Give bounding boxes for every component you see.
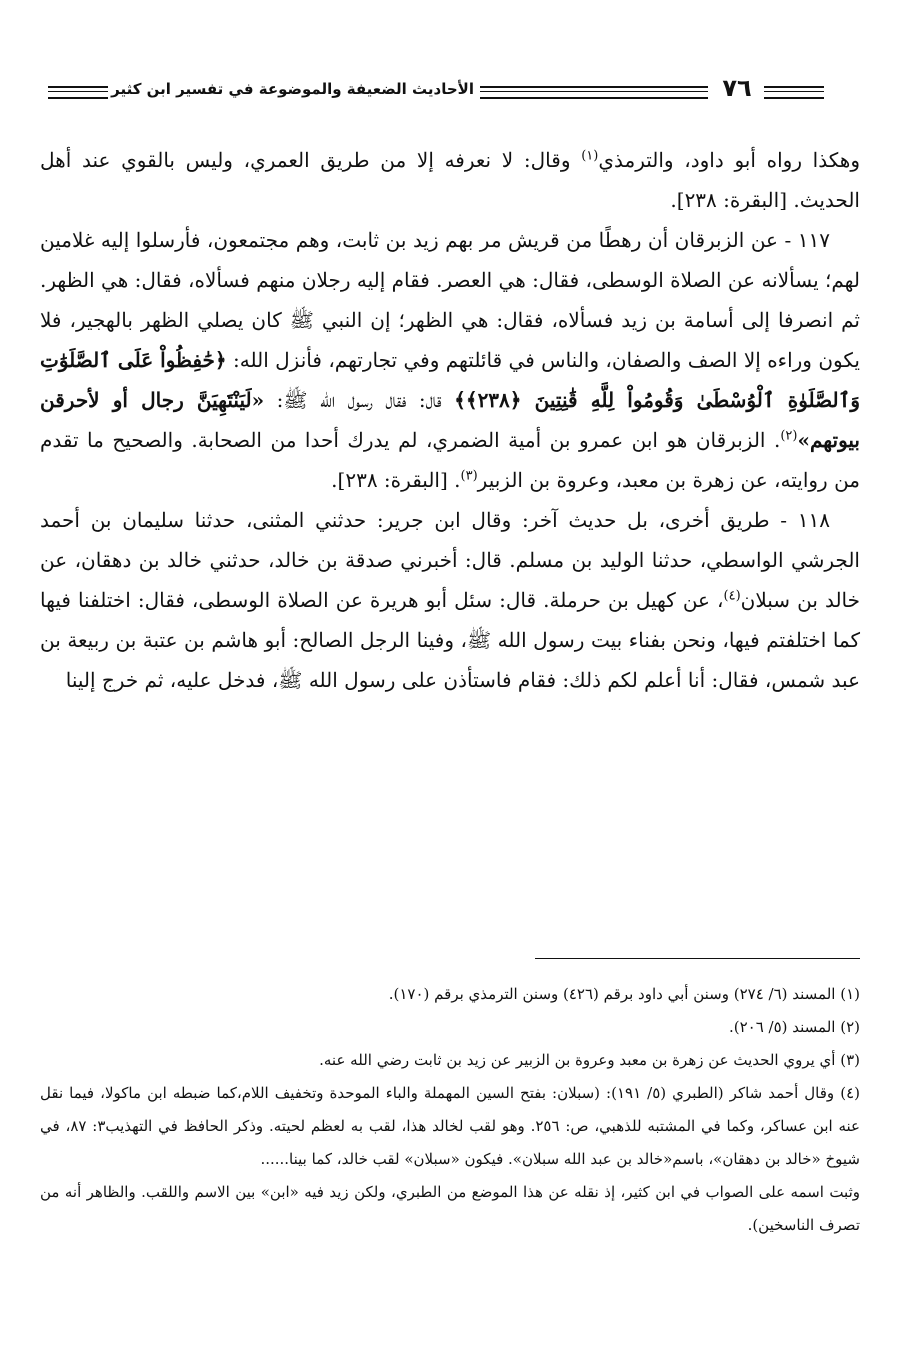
paragraph-text: وقال: لا نعرفه إلا من طريق العمري، وليس بالقوي عند أهل الحديث. [البقرة: ٢٣٨]. <box>40 148 860 212</box>
header-ornament-right <box>764 86 824 99</box>
page-number: ٧٦ <box>722 74 752 102</box>
footnote-4: (٤) وقال أحمد شاكر (الطبري (٥/ ١٩١): (سبلان: بفتح السين المهملة والباء الموحدة وتخفيف اللام،كما ضبطه ابن ماكولا، فيما نقل عنه ابن عساكر، وكما في المشتبه للذهبي، ص: ٢٥٦. وهو لقب لخالد هذا، لقب به لعظم لحيته. وذكر الحافظ في التهذيب٣: ٨٧، في شيوخ «خالد بن دهقان»، باسم«خالد بن عبد الله سبلان». فيكون «سبلان» لقب خالد، كما بينا...... <box>40 1084 860 1168</box>
footnote-2: (٢) المسند (٥/ ٢٠٦). <box>728 1018 860 1036</box>
header-ornament-left <box>48 86 108 99</box>
paragraph-118 <box>40 500 860 700</box>
footnotes <box>40 978 860 1242</box>
footnote-4-continued: وثبت اسمه على الصواب في ابن كثير، إذ نقله عن هذا الموضع من الطبري، ولكن زيد فيه «ابن» بين الاسم واللقب. والظاهر أنه من تصرف الناسخين). <box>40 1183 860 1234</box>
footnote-ref-1[interactable]: (١) <box>581 148 599 164</box>
page-header <box>40 72 862 108</box>
paragraph-text: ١١٨ - طريق أخرى، بل حديث آخر: وقال ابن جرير: حدثني المثنى، حدثنا سليمان بن أحمد الجرشي الواسطي، حدثنا الوليد بن مسلم. قال: أخبرني صدقة بن خالد، حدثني خالد بن دهقان، عن خالد بن سبلان <box>40 508 861 612</box>
quran-verse: ﴿حَٰفِظُواْ عَلَى ٱلصَّلَوَٰتِ وَٱلصَّلَوٰةِ ٱلْوُسْطَىٰ وَقُومُواْ لِلَّهِ قَٰنِتِينَ ﴿٢٣٨﴾﴾ <box>40 348 860 412</box>
footnote-1: (١) المسند (٦/ ٢٧٤) وسنن أبي داود برقم (٤٢٦) وسنن الترمذي برقم (١٧٠). <box>388 985 860 1003</box>
running-title: الأحاديث الضعيفة والموضوعة في تفسير ابن كثير <box>111 80 474 98</box>
paragraph-text: وهكذا رواه أبو داود، والترمذي <box>598 148 860 172</box>
paragraph-text: قال: فقال رسول الله ﷺ: <box>264 388 455 412</box>
hadith-quote: «لَيَنْتَهِيَنَّ رجال أو لأحرقن بيوتهم» <box>40 388 860 452</box>
main-text <box>40 140 860 700</box>
footnote-ref-2[interactable]: (٢) <box>780 428 798 444</box>
paragraph-1 <box>40 140 860 220</box>
paragraph-117 <box>40 220 860 500</box>
footnote-ref-3[interactable]: (٣) <box>460 468 478 484</box>
header-ornament-middle <box>480 86 708 99</box>
paragraph-text: . الزبرقان هو ابن عمرو بن أمية الضمري، لم يدرك أحدا من الصحابة. والصحيح ما تقدم من روايته، عن زهرة بن معبد، وعروة بن الزبير <box>40 428 860 492</box>
paragraph-text: ، عن كهيل بن حرملة. قال: سئل أبو هريرة عن الصلاة الوسطى، فقال: اختلفنا فيها كما اختلفتم فيها، ونحن بفناء بيت رسول الله ﷺ، وفينا الرجل الصالح: أبو هاشم بن عتبة بن ربيعة بن عبد شمس، فقال: أنا أعلم لكم ذلك: فقام فاستأذن على رسول الله ﷺ، فدخل عليه، ثم خرج إلينا <box>40 588 860 692</box>
footnote-separator <box>535 958 860 959</box>
footnote-3: (٣) أي يروي الحديث عن زهرة بن معبد وعروة بن الزبير عن زيد بن ثابت رضي الله عنه. <box>319 1051 860 1069</box>
paragraph-text: ١١٧ - عن الزبرقان أن رهطًا من قريش مر بهم زيد بن ثابت، وهم مجتمعون، فأرسلوا إليه غلامين لهم؛ يسألانه عن الصلاة الوسطى، فقال: هي العصر. فقام إليه رجلان منهم فسألاه، فقال: هي الظهر. ثم انصرفا إلى أسامة بن زيد فسألاه، فقال: هي الظهر؛ إن النبي ﷺ كان يصلي الظهر بالهجير، فلا يكون وراءه إلا الصف والصفان، والناس في قائلتهم وفي تجارتهم، فأنزل الله: <box>40 228 860 372</box>
footnote-ref-4[interactable]: (٤) <box>723 588 741 604</box>
paragraph-text: . [البقرة: ٢٣٨]. <box>331 468 461 492</box>
